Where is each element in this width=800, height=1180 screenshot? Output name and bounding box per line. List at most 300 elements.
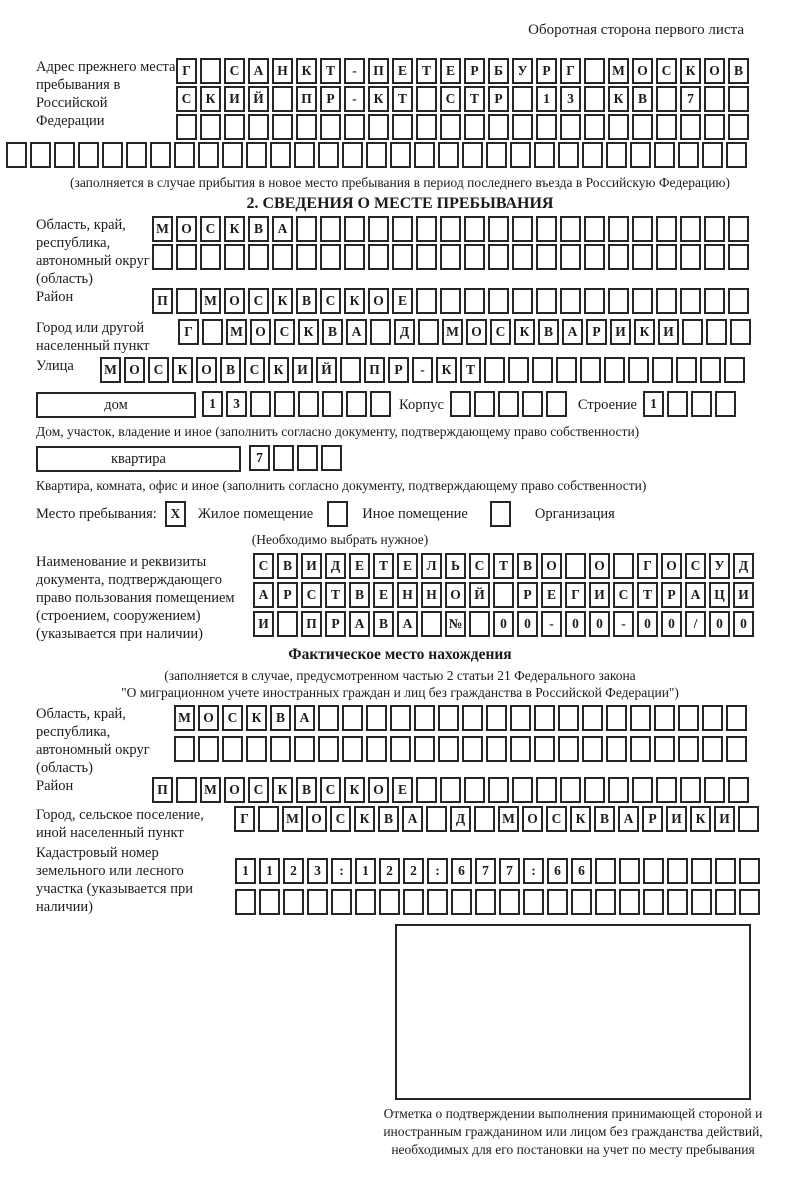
char-cell[interactable]: : [427, 858, 448, 884]
char-cell[interactable]: С [469, 553, 490, 579]
char-cell[interactable]: П [296, 86, 317, 112]
char-cell[interactable] [274, 391, 295, 417]
char-cell[interactable]: В [728, 58, 749, 84]
char-cell[interactable]: С [200, 216, 221, 242]
char-cell[interactable] [715, 391, 736, 417]
char-cell[interactable] [392, 114, 413, 140]
char-cell[interactable] [224, 114, 245, 140]
char-cell[interactable] [488, 777, 509, 803]
char-cell[interactable] [296, 216, 317, 242]
char-cell[interactable]: 0 [733, 611, 754, 637]
char-cell[interactable]: К [690, 806, 711, 832]
char-cell[interactable] [560, 114, 581, 140]
char-cell[interactable] [464, 288, 485, 314]
char-cell[interactable]: А [248, 58, 269, 84]
char-cell[interactable] [656, 777, 677, 803]
char-cell[interactable] [643, 858, 664, 884]
char-cell[interactable]: С [301, 582, 322, 608]
char-cell[interactable] [462, 142, 483, 168]
char-cell[interactable] [560, 244, 581, 270]
char-cell[interactable] [272, 244, 293, 270]
char-cell[interactable] [486, 705, 507, 731]
char-cell[interactable]: А [402, 806, 423, 832]
char-cell[interactable]: Г [234, 806, 255, 832]
char-cell[interactable]: К [634, 319, 655, 345]
char-cell[interactable]: 7 [499, 858, 520, 884]
char-cell[interactable] [176, 114, 197, 140]
char-cell[interactable]: Г [637, 553, 658, 579]
char-cell[interactable]: К [368, 86, 389, 112]
char-cell[interactable] [510, 736, 531, 762]
char-cell[interactable] [222, 736, 243, 762]
char-cell[interactable] [270, 736, 291, 762]
char-cell[interactable]: В [373, 611, 394, 637]
char-cell[interactable] [488, 114, 509, 140]
char-cell[interactable]: О [522, 806, 543, 832]
char-cell[interactable]: О [632, 58, 653, 84]
char-cell[interactable] [560, 288, 581, 314]
char-cell[interactable] [346, 391, 367, 417]
char-cell[interactable]: 3 [307, 858, 328, 884]
char-cell[interactable]: К [354, 806, 375, 832]
char-cell[interactable] [366, 705, 387, 731]
char-cell[interactable] [608, 244, 629, 270]
char-cell[interactable] [30, 142, 51, 168]
char-cell[interactable] [6, 142, 27, 168]
char-cell[interactable] [656, 114, 677, 140]
char-cell[interactable] [512, 216, 533, 242]
char-cell[interactable]: О [541, 553, 562, 579]
char-cell[interactable] [414, 736, 435, 762]
char-cell[interactable] [728, 216, 749, 242]
char-cell[interactable] [558, 705, 579, 731]
char-cell[interactable] [78, 142, 99, 168]
char-cell[interactable]: М [200, 288, 221, 314]
char-cell[interactable] [462, 705, 483, 731]
char-cell[interactable]: О [445, 582, 466, 608]
char-cell[interactable]: Н [421, 582, 442, 608]
char-cell[interactable] [728, 114, 749, 140]
char-cell[interactable]: С [685, 553, 706, 579]
char-cell[interactable]: Р [488, 86, 509, 112]
char-cell[interactable] [416, 216, 437, 242]
char-cell[interactable] [704, 244, 725, 270]
char-cell[interactable] [298, 391, 319, 417]
char-cell[interactable] [680, 114, 701, 140]
char-cell[interactable]: А [346, 319, 367, 345]
char-cell[interactable] [418, 319, 439, 345]
char-cell[interactable] [680, 244, 701, 270]
char-cell[interactable] [738, 806, 759, 832]
char-cell[interactable] [704, 114, 725, 140]
char-cell[interactable] [499, 889, 520, 915]
char-cell[interactable] [174, 142, 195, 168]
char-cell[interactable]: О [368, 288, 389, 314]
char-cell[interactable]: Г [560, 58, 581, 84]
char-cell[interactable] [176, 288, 197, 314]
char-cell[interactable] [272, 114, 293, 140]
char-cell[interactable]: П [301, 611, 322, 637]
char-cell[interactable]: Д [394, 319, 415, 345]
checkbox-inoe[interactable] [327, 501, 348, 527]
char-cell[interactable] [438, 736, 459, 762]
char-cell[interactable]: Г [176, 58, 197, 84]
char-cell[interactable] [344, 244, 365, 270]
char-cell[interactable]: 0 [709, 611, 730, 637]
char-cell[interactable] [667, 889, 688, 915]
char-cell[interactable]: Ь [445, 553, 466, 579]
char-cell[interactable] [608, 288, 629, 314]
char-cell[interactable] [512, 288, 533, 314]
char-cell[interactable] [704, 86, 725, 112]
char-cell[interactable]: Р [320, 86, 341, 112]
char-cell[interactable]: 6 [547, 858, 568, 884]
char-cell[interactable]: С [320, 777, 341, 803]
char-cell[interactable] [704, 216, 725, 242]
char-cell[interactable]: О [368, 777, 389, 803]
char-cell[interactable] [469, 611, 490, 637]
char-cell[interactable]: С [253, 553, 274, 579]
char-cell[interactable]: О [196, 357, 217, 383]
char-cell[interactable]: 1 [259, 858, 280, 884]
char-cell[interactable]: Т [464, 86, 485, 112]
char-cell[interactable]: А [618, 806, 639, 832]
char-cell[interactable] [224, 244, 245, 270]
char-cell[interactable] [680, 216, 701, 242]
char-cell[interactable]: С [656, 58, 677, 84]
char-cell[interactable] [277, 611, 298, 637]
char-cell[interactable] [368, 114, 389, 140]
char-cell[interactable] [200, 58, 221, 84]
char-cell[interactable] [512, 86, 533, 112]
char-cell[interactable] [565, 553, 586, 579]
char-cell[interactable]: Е [440, 58, 461, 84]
char-cell[interactable]: Д [325, 553, 346, 579]
char-cell[interactable] [102, 142, 123, 168]
char-cell[interactable]: А [397, 611, 418, 637]
char-cell[interactable]: К [344, 777, 365, 803]
char-cell[interactable] [510, 142, 531, 168]
char-cell[interactable] [344, 216, 365, 242]
char-cell[interactable]: Е [392, 58, 413, 84]
char-cell[interactable]: Т [637, 582, 658, 608]
char-cell[interactable] [536, 216, 557, 242]
char-cell[interactable]: К [272, 777, 293, 803]
char-cell[interactable]: 0 [661, 611, 682, 637]
char-cell[interactable] [547, 889, 568, 915]
char-cell[interactable]: Р [642, 806, 663, 832]
char-cell[interactable] [512, 777, 533, 803]
char-cell[interactable]: 3 [560, 86, 581, 112]
char-cell[interactable] [667, 858, 688, 884]
char-cell[interactable] [606, 736, 627, 762]
char-cell[interactable] [488, 288, 509, 314]
char-cell[interactable]: Й [316, 357, 337, 383]
char-cell[interactable] [702, 142, 723, 168]
char-cell[interactable] [370, 319, 391, 345]
char-cell[interactable] [632, 216, 653, 242]
char-cell[interactable]: С [148, 357, 169, 383]
char-cell[interactable]: В [220, 357, 241, 383]
char-cell[interactable] [656, 216, 677, 242]
char-cell[interactable]: Т [392, 86, 413, 112]
char-cell[interactable] [355, 889, 376, 915]
char-cell[interactable] [728, 244, 749, 270]
char-cell[interactable]: С [244, 357, 265, 383]
char-cell[interactable] [704, 777, 725, 803]
char-cell[interactable] [246, 736, 267, 762]
char-cell[interactable] [366, 736, 387, 762]
char-cell[interactable] [691, 391, 712, 417]
char-cell[interactable]: С [176, 86, 197, 112]
char-cell[interactable]: К [344, 288, 365, 314]
char-cell[interactable] [704, 288, 725, 314]
char-cell[interactable] [582, 142, 603, 168]
char-cell[interactable] [259, 889, 280, 915]
char-cell[interactable] [691, 858, 712, 884]
char-cell[interactable] [680, 288, 701, 314]
char-cell[interactable]: О [466, 319, 487, 345]
char-cell[interactable]: В [349, 582, 370, 608]
char-cell[interactable]: Е [349, 553, 370, 579]
char-cell[interactable] [608, 777, 629, 803]
char-cell[interactable] [726, 705, 747, 731]
char-cell[interactable] [198, 142, 219, 168]
char-cell[interactable] [522, 391, 543, 417]
char-cell[interactable] [560, 216, 581, 242]
char-cell[interactable]: М [498, 806, 519, 832]
char-cell[interactable]: Б [488, 58, 509, 84]
char-cell[interactable] [318, 142, 339, 168]
char-cell[interactable]: 0 [637, 611, 658, 637]
char-cell[interactable] [556, 357, 577, 383]
char-cell[interactable]: П [152, 777, 173, 803]
char-cell[interactable] [678, 142, 699, 168]
char-cell[interactable] [726, 142, 747, 168]
char-cell[interactable] [200, 244, 221, 270]
char-cell[interactable] [320, 114, 341, 140]
char-cell[interactable]: Т [373, 553, 394, 579]
char-cell[interactable] [403, 889, 424, 915]
char-cell[interactable] [534, 142, 555, 168]
char-cell[interactable] [558, 736, 579, 762]
char-cell[interactable] [200, 114, 221, 140]
char-cell[interactable] [486, 142, 507, 168]
char-cell[interactable] [414, 142, 435, 168]
char-cell[interactable]: Н [272, 58, 293, 84]
char-cell[interactable] [654, 705, 675, 731]
char-cell[interactable] [198, 736, 219, 762]
char-cell[interactable]: 7 [475, 858, 496, 884]
char-cell[interactable] [475, 889, 496, 915]
char-cell[interactable]: 0 [565, 611, 586, 637]
char-cell[interactable]: О [224, 288, 245, 314]
char-cell[interactable]: О [589, 553, 610, 579]
char-cell[interactable]: Р [388, 357, 409, 383]
char-cell[interactable]: А [349, 611, 370, 637]
char-cell[interactable]: И [253, 611, 274, 637]
char-cell[interactable] [321, 445, 342, 471]
char-cell[interactable] [414, 705, 435, 731]
char-cell[interactable]: А [685, 582, 706, 608]
char-cell[interactable]: А [562, 319, 583, 345]
char-cell[interactable]: К [200, 86, 221, 112]
char-cell[interactable] [652, 357, 673, 383]
char-cell[interactable]: И [610, 319, 631, 345]
char-cell[interactable]: К [246, 705, 267, 731]
char-cell[interactable]: И [301, 553, 322, 579]
char-cell[interactable] [584, 777, 605, 803]
char-cell[interactable] [174, 736, 195, 762]
char-cell[interactable] [523, 889, 544, 915]
char-cell[interactable] [632, 288, 653, 314]
char-cell[interactable]: М [282, 806, 303, 832]
char-cell[interactable]: О [306, 806, 327, 832]
char-cell[interactable]: 2 [283, 858, 304, 884]
char-cell[interactable] [730, 319, 751, 345]
char-cell[interactable] [560, 777, 581, 803]
char-cell[interactable]: М [200, 777, 221, 803]
char-cell[interactable] [283, 889, 304, 915]
char-cell[interactable] [390, 736, 411, 762]
char-cell[interactable]: 6 [571, 858, 592, 884]
char-cell[interactable]: В [277, 553, 298, 579]
char-cell[interactable]: Е [392, 288, 413, 314]
char-cell[interactable] [534, 705, 555, 731]
char-cell[interactable] [584, 288, 605, 314]
char-cell[interactable]: С [222, 705, 243, 731]
char-cell[interactable] [739, 889, 760, 915]
char-cell[interactable]: С [274, 319, 295, 345]
char-cell[interactable] [150, 142, 171, 168]
char-cell[interactable] [202, 319, 223, 345]
char-cell[interactable] [510, 705, 531, 731]
char-cell[interactable]: В [632, 86, 653, 112]
char-cell[interactable]: П [368, 58, 389, 84]
char-cell[interactable]: О [250, 319, 271, 345]
char-cell[interactable]: 7 [680, 86, 701, 112]
char-cell[interactable]: А [253, 582, 274, 608]
char-cell[interactable]: И [589, 582, 610, 608]
char-cell[interactable] [608, 216, 629, 242]
char-cell[interactable] [368, 216, 389, 242]
char-cell[interactable]: 2 [379, 858, 400, 884]
char-cell[interactable] [322, 391, 343, 417]
char-cell[interactable] [440, 244, 461, 270]
char-cell[interactable]: В [248, 216, 269, 242]
char-cell[interactable] [678, 736, 699, 762]
char-cell[interactable]: С [248, 288, 269, 314]
char-cell[interactable] [512, 114, 533, 140]
char-cell[interactable] [366, 142, 387, 168]
char-cell[interactable]: Д [733, 553, 754, 579]
char-cell[interactable] [582, 736, 603, 762]
char-cell[interactable]: - [412, 357, 433, 383]
char-cell[interactable]: Р [517, 582, 538, 608]
char-cell[interactable]: С [546, 806, 567, 832]
char-cell[interactable] [656, 244, 677, 270]
char-cell[interactable] [344, 114, 365, 140]
checkbox-zhiloe[interactable]: X [165, 501, 186, 527]
char-cell[interactable] [416, 288, 437, 314]
char-cell[interactable] [702, 705, 723, 731]
char-cell[interactable]: 1 [202, 391, 223, 417]
char-cell[interactable] [654, 736, 675, 762]
char-cell[interactable]: И [292, 357, 313, 383]
char-cell[interactable] [273, 445, 294, 471]
char-cell[interactable]: 1 [536, 86, 557, 112]
char-cell[interactable]: С [320, 288, 341, 314]
char-cell[interactable]: - [344, 86, 365, 112]
char-cell[interactable]: В [517, 553, 538, 579]
char-cell[interactable]: И [666, 806, 687, 832]
char-cell[interactable] [318, 705, 339, 731]
char-cell[interactable] [595, 858, 616, 884]
char-cell[interactable] [246, 142, 267, 168]
char-cell[interactable] [438, 142, 459, 168]
char-cell[interactable] [582, 705, 603, 731]
char-cell[interactable]: Р [536, 58, 557, 84]
char-cell[interactable] [294, 736, 315, 762]
char-cell[interactable]: - [613, 611, 634, 637]
char-cell[interactable] [370, 391, 391, 417]
char-cell[interactable] [715, 858, 736, 884]
char-cell[interactable] [715, 889, 736, 915]
char-cell[interactable]: О [124, 357, 145, 383]
char-cell[interactable]: М [100, 357, 121, 383]
char-cell[interactable] [584, 244, 605, 270]
char-cell[interactable]: В [594, 806, 615, 832]
char-cell[interactable] [296, 114, 317, 140]
char-cell[interactable] [667, 391, 688, 417]
char-cell[interactable]: Т [325, 582, 346, 608]
char-cell[interactable] [656, 86, 677, 112]
char-cell[interactable] [512, 244, 533, 270]
char-cell[interactable]: В [296, 777, 317, 803]
char-cell[interactable] [493, 582, 514, 608]
char-cell[interactable] [340, 357, 361, 383]
char-cell[interactable] [392, 216, 413, 242]
char-cell[interactable] [619, 889, 640, 915]
char-cell[interactable] [152, 244, 173, 270]
char-cell[interactable] [606, 705, 627, 731]
char-cell[interactable]: К [514, 319, 535, 345]
char-cell[interactable] [584, 114, 605, 140]
char-cell[interactable] [342, 142, 363, 168]
char-cell[interactable] [584, 58, 605, 84]
char-cell[interactable] [654, 142, 675, 168]
char-cell[interactable] [606, 142, 627, 168]
char-cell[interactable]: С [224, 58, 245, 84]
char-cell[interactable] [604, 357, 625, 383]
char-cell[interactable]: У [512, 58, 533, 84]
char-cell[interactable] [331, 889, 352, 915]
char-cell[interactable] [272, 86, 293, 112]
char-cell[interactable] [368, 244, 389, 270]
char-cell[interactable]: У [709, 553, 730, 579]
char-cell[interactable] [508, 357, 529, 383]
char-cell[interactable] [464, 216, 485, 242]
char-cell[interactable]: / [685, 611, 706, 637]
char-cell[interactable] [706, 319, 727, 345]
char-cell[interactable]: Т [320, 58, 341, 84]
char-cell[interactable]: В [538, 319, 559, 345]
char-cell[interactable] [440, 216, 461, 242]
char-cell[interactable] [235, 889, 256, 915]
char-cell[interactable]: Т [416, 58, 437, 84]
char-cell[interactable] [613, 553, 634, 579]
char-cell[interactable] [628, 357, 649, 383]
